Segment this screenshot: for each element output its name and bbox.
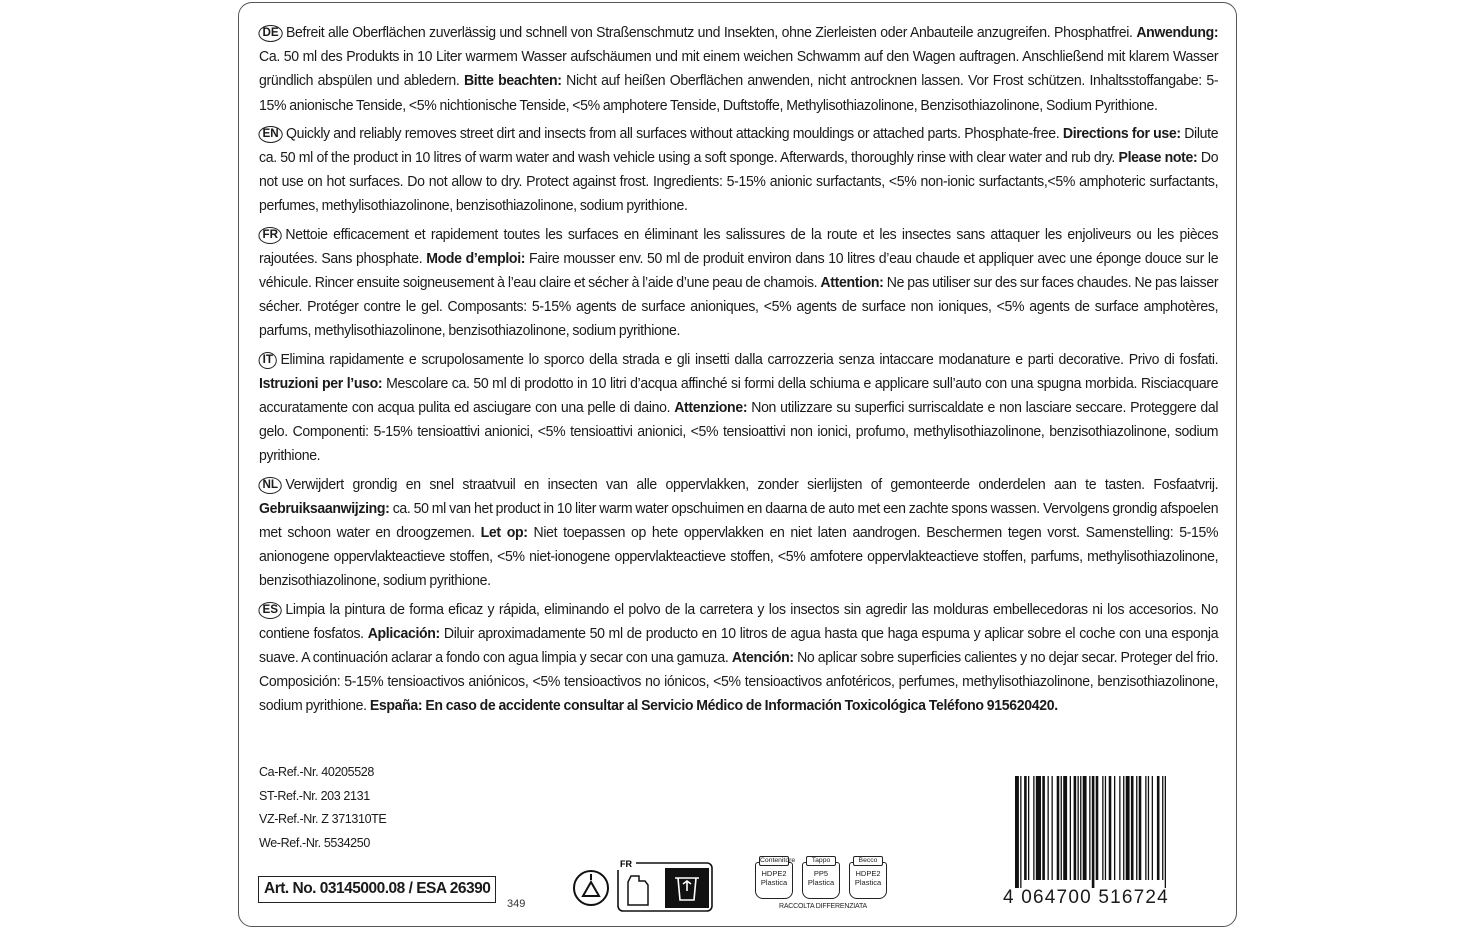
barcode-bar	[1083, 776, 1087, 880]
ref-line: ST-Ref.-Nr. 203 2131	[259, 787, 370, 803]
heading-text: Istruzioni per l’uso:	[259, 375, 383, 392]
barcode-bar	[1114, 776, 1115, 880]
body-text: Niet toepassen op hete oppervlakken en niet laten aandrogen. Beschermen tegen vorst. Samenstelling: 5-15% anionogene oppervlakteactieve stoffen, <5% niet-ionogene oppervlakteactieve stoffen, <5% amfotere oppervlakteactieve stoffen, parfums, methylisothiazolinone, benzisothiazolinone, sodium pyrithione.	[259, 525, 1219, 590]
heading-text: Please note:	[1118, 150, 1198, 167]
barcode-bar	[1061, 776, 1062, 880]
barcode-bar	[1096, 776, 1099, 880]
barcode-bar	[1139, 776, 1142, 880]
material-codes	[753, 856, 893, 914]
material-type: Plastica	[854, 877, 882, 887]
body-text: Dilute ca. 50 ml of the product in 10 litres of warm water and wash vehicle using a soft sponge. Afterwards, thoroughly rinse with clear water and rub dry.	[259, 125, 1219, 167]
paragraph-it	[259, 348, 1218, 469]
heading-text: Aplicación:	[367, 625, 440, 642]
paragraph-de	[259, 21, 1218, 118]
barcode-bar	[1080, 776, 1081, 880]
barcode-bar	[1092, 776, 1095, 888]
body-text: Faire mousser env. 50 ml de produit environ dans 10 litres d’eau chaude et appliquer avec une éponge douce sur le véhicule. Rincer ensuite soigneusement à l’eau claire et sécher à l’aide d’une peau de chamois.	[259, 250, 1219, 292]
language-badge: IT	[259, 352, 277, 369]
body-text: Verwijdert grondig en snel straatvuil en insecten van alle oppervlakken, zonder sierlijsten of gemonteerde onderdelen aan te tasten. Fosfaatvrij.	[285, 476, 1219, 493]
material-tag: Becco	[853, 856, 883, 866]
material-type: Plastica	[760, 877, 788, 887]
barcode-bar	[1028, 776, 1029, 880]
barcode-bar	[1162, 776, 1163, 880]
body-text: Mescolare ca. 50 ml di prodotto in 10 litri d’acqua affinché si formi della schiuma e applicare sull’auto con una spugna morbida. Risciacquare accuratamente con acqua pulita ed asciugare con una pelle di daino.	[259, 375, 1219, 417]
body-text: Elimina rapidamente e scrupolosamente lo sporco della strada e gli insetti dalla carrozzeria senza intaccare modanature e parti decorative. Privo di fosfati.	[280, 351, 1219, 368]
body-text: Limpia la pintura de forma eficaz y rápida, eliminando el polvo de la carretera y los insectos sin agredir las molduras embellecedoras ni los accesorios. No contiene fosfatos.	[259, 601, 1219, 642]
paragraph-fr	[259, 223, 1218, 344]
barcode-bar	[1033, 776, 1034, 880]
barcode-bar	[1123, 776, 1124, 880]
body-text: Diluir aproximadamente 50 ml de producto en 10 litros de agua hasta que haga espuma y aplicar sobre el coche con una esponja suave. A continuación aclarar a fondo con agua limpia y secar con una gamuza.	[259, 625, 1219, 667]
material-code: PP5	[813, 869, 829, 878]
heading-text: Gebruiksaanwijzing:	[259, 500, 390, 517]
barcode-bar	[1089, 776, 1090, 880]
body-text: No aplicar sobre superficies calientes y no dejar secar. Proteger del frio. Composición: 5-15% tensioactivos aniónicos, <5% tensioactivos no iónicos, <5% tensioactivos anfotéricos, perfumes, methylisothiazolinone, benzisothiazolinone, sodium pyrithione.	[259, 650, 1219, 715]
product-label	[238, 2, 1237, 927]
paragraph-es	[259, 598, 1218, 719]
language-badge: NL	[258, 477, 282, 494]
material-type: Plastica	[807, 877, 835, 887]
language-badge: EN	[258, 126, 282, 143]
heading-text: Let op:	[480, 525, 528, 542]
ref-line: Ca-Ref.-Nr. 40205528	[259, 764, 374, 779]
heading-text: Anwendung:	[1136, 25, 1219, 41]
barcode-bar	[1015, 776, 1019, 888]
barcode-bar	[1057, 776, 1060, 880]
body-text: ca. 50 ml van het product in 10 liter warm water opschuimen en daarna de auto met een zachte spons wassen. Vervolgens grondig afspoelen met schoon water en droogzemen.	[259, 500, 1219, 542]
barcode-bar	[1070, 776, 1071, 880]
material-cap	[802, 857, 840, 899]
material-spout	[849, 857, 887, 899]
barcode-bar	[1131, 776, 1134, 880]
material-container	[755, 857, 796, 899]
heading-text: Mode d’emploi:	[426, 250, 526, 267]
body-text: Befreit alle Oberflächen zuverlässig und schnell von Straßenschmutz und Insekten, ohne Zierleisten oder Anbauteile anzugreifen. Phosphatfrei.	[286, 25, 1137, 41]
small-code: 349	[507, 898, 526, 910]
ref-line: VZ-Ref.-Nr. Z 371310TE	[259, 811, 387, 826]
material-code: HDPE2	[761, 869, 787, 878]
material-code: HDPE2	[855, 869, 881, 878]
barcode-bar	[1165, 776, 1166, 888]
barcode-bars	[1013, 776, 1213, 888]
body-text: Ca. 50 ml des Produkts in 10 Liter warmem Wasser aufschäumen und mit einem weichen Schwamm auf den Wagen auftragen. Anschließend mit klarem Wasser gründlich abspülen und abledern.	[259, 49, 1219, 90]
language-badge: FR	[258, 227, 282, 244]
body-text: Nettoie efficacement et rapidement toutes les surfaces en éliminant les salissures de la route et les insectes sans attaquer les enjoliveurs ou les pièces rajoutées. Sans phosphate.	[259, 226, 1219, 267]
barcode-bar	[1036, 776, 1041, 880]
recycling-symbols	[571, 858, 716, 914]
barcode-bar	[1152, 776, 1153, 880]
barcode-bar	[1042, 776, 1045, 880]
heading-text: Atención:	[731, 650, 794, 667]
heading-text: Bitte beachten:	[463, 73, 562, 90]
barcode-bar	[1048, 776, 1049, 880]
body-text: Non utilizzare su superfici surriscaldate e non lasciare seccare. Proteggere dal gelo. Componenti: 5-15% tensioattivi anionici, <5% tensioattivi anionici, <5% tensioattivi non ionici, profumo, methylisothiazolinone, benzisothiazolinone, sodium pyrithione.	[259, 400, 1219, 465]
barcode-digits: 4 064700 516724	[1003, 887, 1169, 908]
barcode-bar	[1136, 776, 1137, 880]
body-text: Quickly and reliably removes street dirt and insects from all surfaces without attacking mouldings or attached parts. Phosphate-free.	[286, 125, 1063, 142]
body-text: Do not use on hot surfaces. Do not allow to dry. Protect against frost. Ingredients: 5-15% anionic surfactants, <5% non-ionic surfactants,<5% amphoteric surfactants, perfumes, methylisothiazolinone, benzisothiazolinone, sodium pyrithione.	[259, 150, 1219, 215]
barcode-bar	[1102, 776, 1103, 880]
bottle-icon	[628, 876, 648, 905]
barcode-bar	[1063, 776, 1067, 880]
heading-text: España: En caso de accidente consultar al Servicio Médico de Información Toxicológica Teléfono 915620420.	[369, 698, 1058, 715]
barcode-bar	[1020, 776, 1021, 888]
barcode-bar	[1145, 776, 1146, 880]
paragraph-en	[259, 122, 1218, 219]
material-tag: Contenitore	[760, 857, 796, 864]
article-number: Art. No. 03145000.08 / ESA 26390	[258, 876, 496, 903]
language-badge: DE	[258, 25, 282, 42]
language-badge: ES	[258, 602, 282, 619]
barcode-bar	[1074, 776, 1077, 880]
triman-badge: FR	[620, 859, 632, 869]
raccolta-text: RACCOLTA DIFFERENZIATA	[778, 903, 868, 910]
body-text: Ne pas utiliser sur des sur faces chaudes. Ne pas laisser sécher. Protéger contre le gel. Composants: 5-15% agents de surface anioniques, <5% agents de surface non ioniques, <5% agents de surface amphotères, parfums, methylisothiazolinone, benzisothiazolinone, sodium pyrithione.	[259, 275, 1219, 340]
heading-text: Attenzione:	[674, 400, 748, 417]
material-tag: Tappo	[806, 856, 836, 866]
instructions-text	[259, 21, 1219, 723]
barcode-bar	[1024, 776, 1027, 880]
body-text: Nicht auf heißen Oberflächen anwenden, nicht antrocknen lassen. Vor Frost schützen. Inhaltsstoffangabe: 5-15% anionische Tenside, <5% nichtionische Tenside, <5% amphotere Tenside, Duftstoffe, Methylisothiazolinone, Benzisothiazolinone, Sodium Pyrithione.	[259, 73, 1219, 114]
barcode-bar	[1052, 776, 1053, 880]
ref-line: We-Ref.-Nr. 5534250	[259, 834, 370, 850]
barcode	[1003, 776, 1213, 916]
barcode-bar	[1157, 776, 1160, 880]
heading-text: Attention:	[820, 275, 884, 292]
triman-icon	[571, 858, 716, 914]
barcode-bar	[1109, 776, 1112, 880]
paragraph-nl	[259, 473, 1218, 594]
barcode-bar	[1148, 776, 1149, 880]
barcode-bar	[1078, 776, 1079, 880]
barcode-bar	[1126, 776, 1130, 880]
heading-text: Directions for use:	[1062, 125, 1181, 142]
barcode-bar	[1105, 776, 1106, 880]
reference-numbers	[259, 760, 386, 854]
barcode-bar	[1119, 776, 1120, 880]
